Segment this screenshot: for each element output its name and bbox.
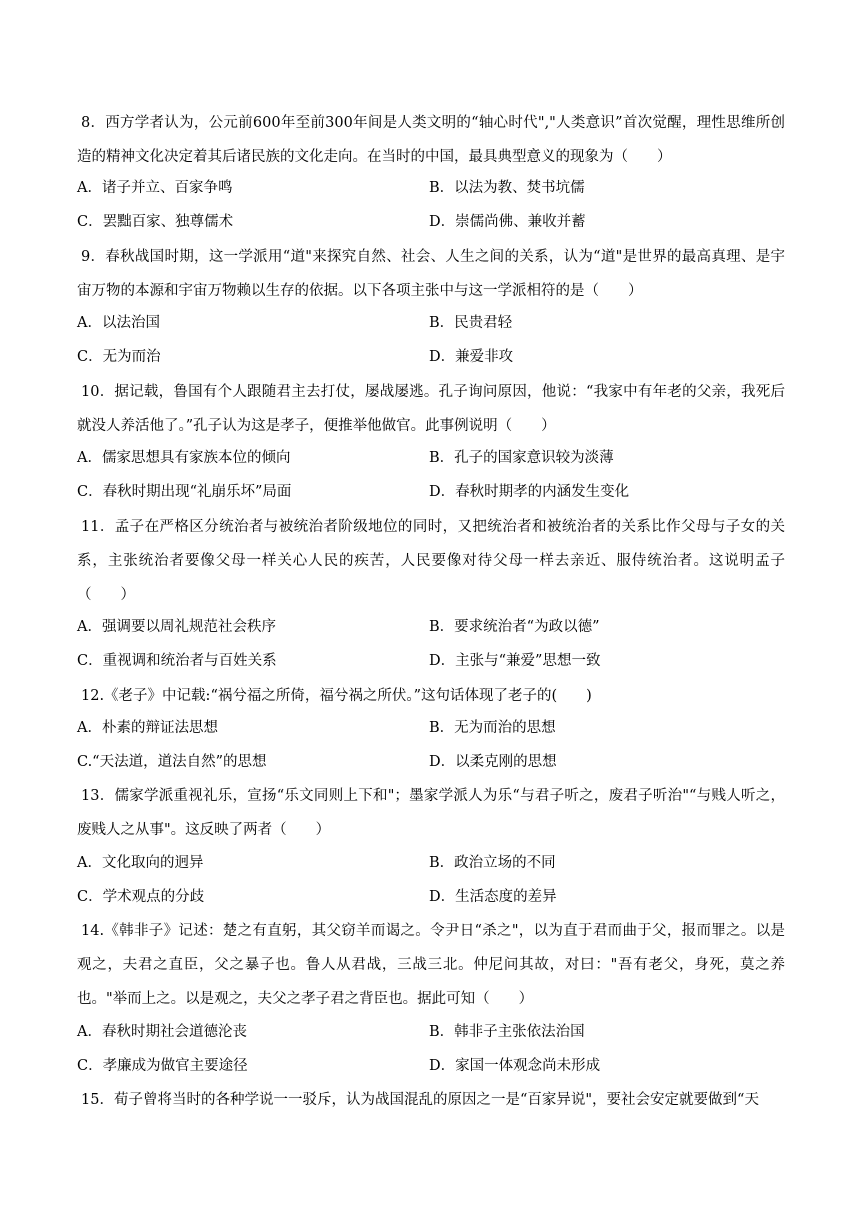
question-11-option-d: D．主张与“兼爱”思想一致 [429, 653, 601, 669]
question-14-option-d: D．家国一体观念尚未形成 [429, 1058, 601, 1074]
question-11-option-b: B．要求统治者“为政以德” [429, 619, 600, 635]
question-11-stem: 11．孟子在严格区分统治者与被统治者阶级地位的同时，又把统治者和被统治者的关系比作父母与子女的关系，主张统治者要像父母一样关心人民的疾苦，人民要像对待父母一样去亲近、服侍统治者。这说明孟子（ ） [77, 519, 785, 603]
question-14-stem: 14.《韩非子》记述：楚之有直躬，其父窃羊而谒之。令尹日“杀之"，以为直于君而曲于父，报而罪之。以是观之，夫君之直臣，父之暴子也。鲁人从君战，三战三北。仲尼问其故，对曰："吾有老父，身死，莫之养也。"举而上之。以是观之，夫父之孝子君之背臣也。据此可知（ ） [77, 923, 785, 1007]
question-10-stem: 10．据记载，鲁国有个人跟随君主去打仗，屡战屡逃。孔子询问原因，他说：“我家中有年老的父亲，我死后就没人养活他了。”孔子认为这是孝子，便推举他做官。此事例说明（ ） [77, 384, 785, 434]
question-8-option-c: C．罢黜百家、独尊儒术 [77, 214, 234, 230]
question-9-option-b: B．民贵君轻 [429, 315, 513, 331]
question-12-option-a: A．朴素的辩证法思想 [77, 720, 218, 736]
question-15-stem: 15．荀子曾将当时的各种学说一一驳斥，认为战国混乱的原因之一是“百家异说"，要社会安定就要做到“天 [81, 1092, 759, 1108]
question-14-option-c: C．孝廉成为做官主要途径 [77, 1058, 248, 1074]
question-9-option-d: D．兼爱非攻 [429, 349, 514, 365]
question-8-option-d: D．崇儒尚佛、兼收并蓄 [429, 214, 586, 230]
question-13-option-a: A．文化取向的迥异 [77, 855, 204, 871]
question-13-stem: 13．儒家学派重视礼乐，宣扬“乐文同则上下和"；墨家学派人为乐“与君子听之，废君子听治"“与贱人听之，废贱人之从事"。这反映了两者（ ） [77, 788, 785, 838]
question-8-option-b: B．以法为教、焚书坑儒 [429, 180, 585, 196]
question-12-stem: 12.《老子》中记载:“祸兮福之所倚，福兮祸之所伏。”这句话体现了老子的( ) [81, 688, 592, 704]
question-9-option-c: C．无为而治 [77, 349, 161, 365]
question-13-option-c: C．学术观点的分歧 [77, 889, 205, 905]
question-10-option-a: A．儒家思想具有家族本位的倾向 [77, 450, 291, 466]
question-9-stem: 9．春秋战国时期，这一学派用“道"来探究自然、社会、人生之间的关系，认为“道"是世界的最高真理、是宇宙万物的本源和宇宙万物赖以生存的依据。以下各项主张中与这一学派相符的是（ ） [77, 249, 785, 299]
question-12-option-d: D．以柔克刚的思想 [429, 754, 557, 770]
question-14-option-b: B．韩非子主张依法治国 [429, 1024, 585, 1040]
question-11-option-c: C．重视调和统治者与百姓关系 [77, 653, 277, 669]
question-8-option-a: A．诸子并立、百家争鸣 [77, 180, 233, 196]
question-13-option-b: B．政治立场的不同 [429, 855, 556, 871]
question-11-option-a: A．强调要以周礼规范社会秩序 [77, 619, 276, 635]
question-12-option-c: C.“天法道，道法自然”的思想 [77, 754, 267, 770]
question-8-stem: 8．西方学者认为，公元前600年至前300年间是人类文明的“轴心时代","人类意识”首次觉醒，理性思维所创造的精神文化决定着其后诸民族的文化走向。在当时的中国，最具典型意义的现象为（ ） [77, 115, 785, 165]
question-13-option-d: D．生活态度的差异 [429, 889, 557, 905]
question-12-option-b: B．无为而治的思想 [429, 720, 556, 736]
question-9-option-a: A．以法治国 [77, 315, 160, 331]
question-14-option-a: A．春秋时期社会道德沦丧 [77, 1024, 247, 1040]
question-10-option-b: B．孔子的国家意识较为淡薄 [429, 450, 614, 466]
question-10-option-c: C．春秋时期出现“礼崩乐坏”局面 [77, 484, 292, 500]
question-10-option-d: D．春秋时期孝的内涵发生变化 [429, 484, 630, 500]
